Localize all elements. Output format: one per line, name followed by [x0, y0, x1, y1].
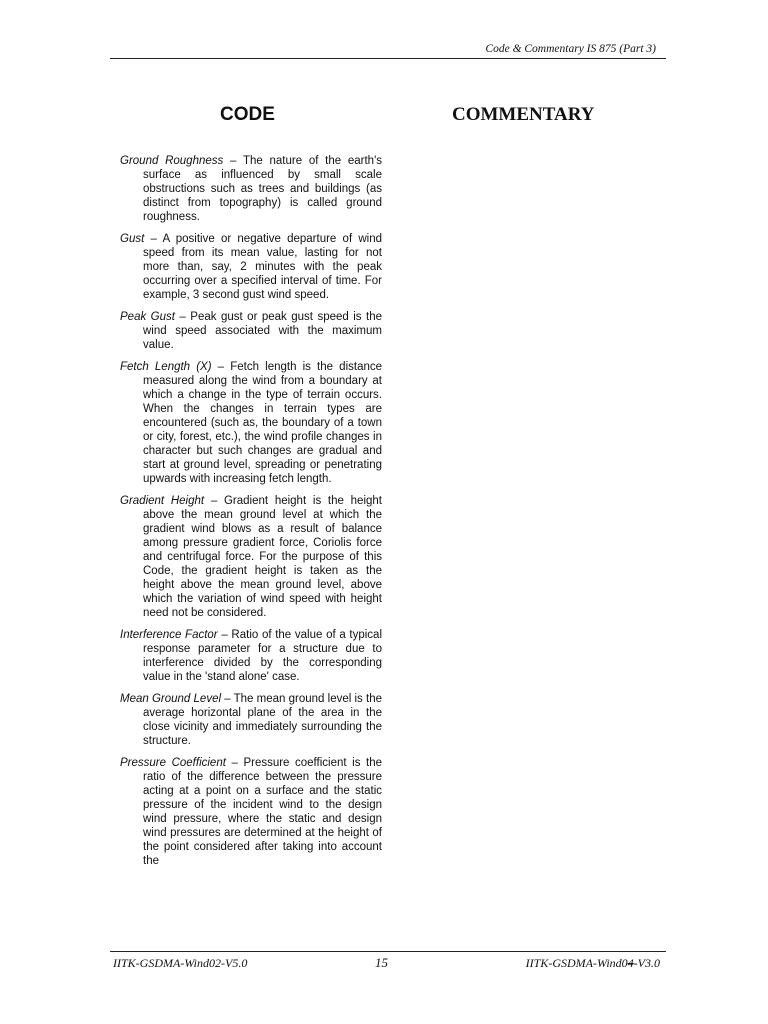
definition-text: Fetch length is the distance measured along the wind from a boundary at which a change in the type of terrain occurs. When the changes in terrain types are encountered (such as, the boundary of a town or city, forest, etc.), the wind profile changes in character but such changes are gradual and start at ground level, spreading or penetrating upwards with increasing fetch length.	[143, 361, 383, 485]
definition-separator: –	[225, 757, 244, 769]
footer-right-suffix: -V3.0	[633, 956, 660, 970]
footer-right-doc-id	[526, 956, 660, 971]
commentary-column-heading: COMMENTARY	[452, 104, 595, 125]
footer-rule	[110, 951, 666, 952]
definition-term: Ground Roughness	[120, 155, 224, 167]
definition-term: Pressure Coefficient	[120, 757, 226, 769]
definition-text: The mean ground level is the average horizontal plane of the area in the close vicinity and immediately surrounding the structure.	[143, 693, 383, 747]
footer-right-struck-digit: 4	[627, 956, 634, 970]
definition-term: Fetch Length (X)	[120, 361, 212, 373]
definition-fetch-length	[120, 360, 382, 486]
definition-ground-roughness	[120, 154, 382, 224]
page-number: 15	[375, 955, 388, 970]
definition-term: Interference Factor	[120, 629, 218, 641]
definition-separator: –	[174, 311, 191, 323]
definition-text: A positive or negative departure of wind speed from its mean value, lasting for not more than, say, 2 minutes with the peak occurring over a specified interval of time. For example, 3 second gust wind speed.	[143, 233, 383, 301]
definition-term: Gust	[120, 233, 145, 245]
definition-term: Peak Gust	[120, 311, 175, 323]
definition-text: Gradient height is the height above the mean ground level at which the gradient wind blows as a result of balance among pressure gradient force, Coriolis force and centrifugal force. For the purpose of this Code, the gradient height is taken as the height above the mean ground level, above which the variation of wind speed with height need not be considered.	[143, 495, 382, 619]
definition-pressure-coefficient	[120, 756, 382, 868]
definition-peak-gust	[120, 310, 382, 352]
code-column	[120, 154, 382, 876]
header-doc-reference: Code & Commentary IS 875 (Part 3)	[485, 43, 656, 55]
definition-separator: –	[144, 233, 163, 245]
definition-term: Gradient Height	[120, 495, 205, 507]
header-rule	[110, 58, 666, 59]
definition-interference-factor	[120, 628, 382, 684]
code-column-heading: CODE	[220, 104, 275, 125]
footer-right-prefix: IITK-GSDMA-Wind0	[525, 956, 628, 970]
definition-separator: –	[223, 155, 243, 167]
definition-separator: –	[211, 361, 231, 373]
definition-term: Mean Ground Level	[120, 693, 222, 705]
definition-text: Peak gust or peak gust speed is the wind speed associated with the maximum value.	[143, 311, 382, 351]
definition-separator: –	[204, 495, 224, 507]
definition-gradient-height	[120, 494, 382, 620]
definition-separator: –	[221, 693, 234, 705]
definition-text: Ratio of the value of a typical response parameter for a structure due to interference divided by the corresponding value in the 'stand alone' case.	[143, 629, 383, 683]
definition-mean-ground-level	[120, 692, 382, 748]
definition-separator: –	[217, 629, 232, 641]
definition-text: The nature of the earth's surface as influenced by small scale obstructions such as trees and buildings (as distinct from topography) is called ground roughness.	[143, 155, 383, 223]
definition-text: Pressure coefficient is the ratio of the difference between the pressure acting at a point on a surface and the static pressure of the incident wind to the design wind pressure, where the static and design wind pressures are determined at the height of the point considered after taking into account the	[143, 757, 382, 867]
definition-gust	[120, 232, 382, 302]
footer-left-doc-id: IITK-GSDMA-Wind02-V5.0	[113, 956, 248, 970]
